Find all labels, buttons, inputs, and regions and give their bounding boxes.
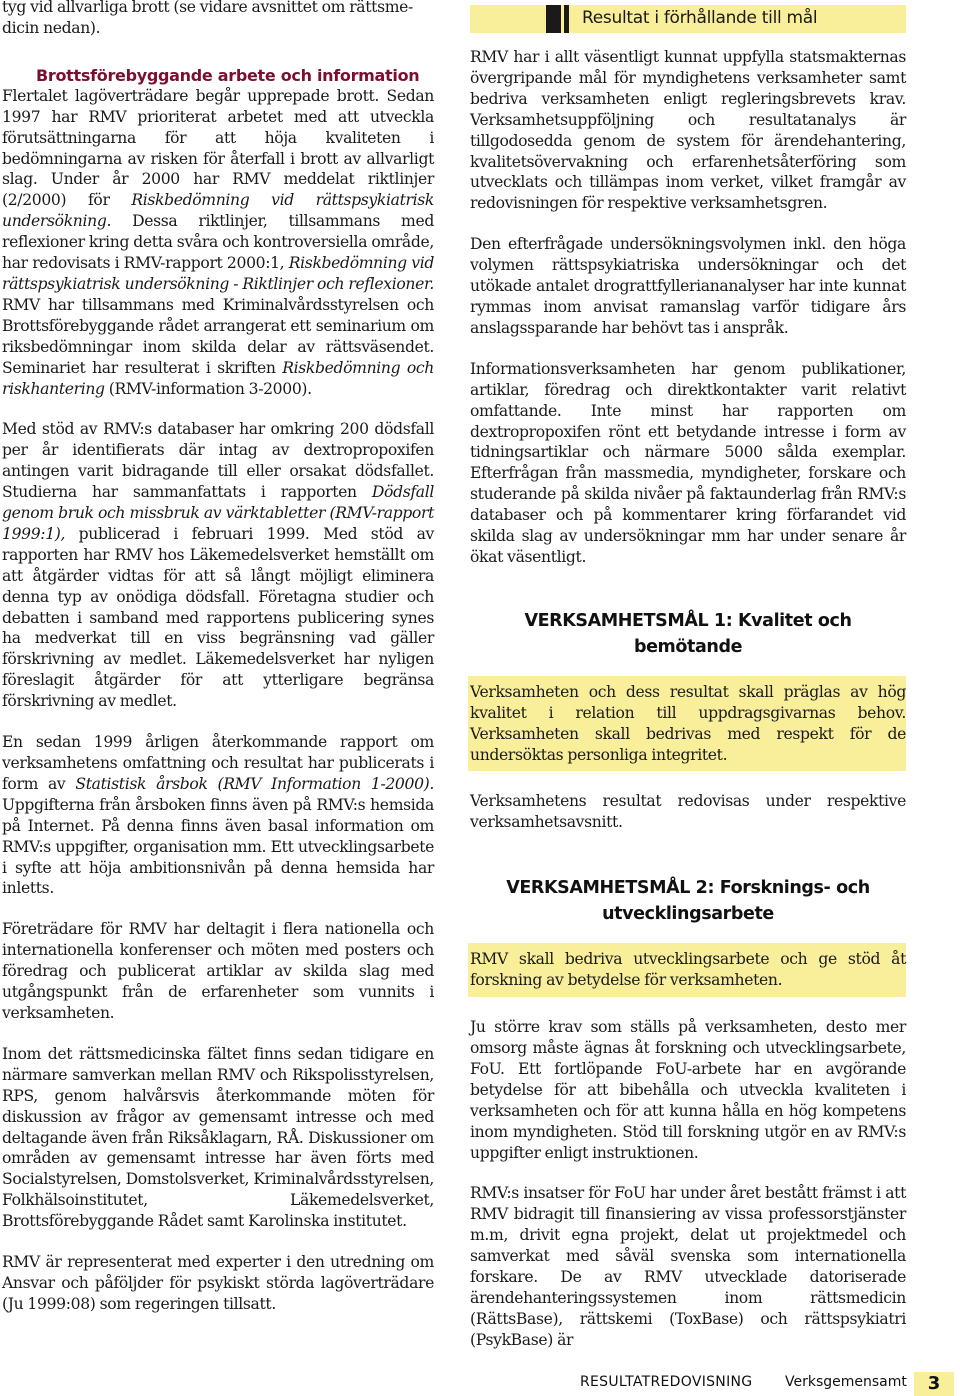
- footer-section: RESULTATREDOVISNING: [580, 1374, 753, 1390]
- right-paragraph-4: Ju större krav som ställs på verksamheten, desto mer omsorg måste ägnas åt forskning och utvecklingsarbete, FoU. Ett fortlöpande FoU-arbete har en avgörande betydelse för att bibehålla och utveckla kvaliteten i verksamheten och för att kunna hålla en hög kompetens inom myndigheten. Stöd till forskning utgör en av RMV:s uppgifter enligt instruktionen.: [470, 1018, 906, 1162]
- paragraph-5: Inom det rättsmedicinska fältet finns sedan tidigare en närmare samverkan mellan RMV och Rikspolisstyrelsen, RPS, genom halvårsvis återkommande möten för diskussion av frågor av gemensamt intresse och med deltagande även från Riksåklagarn, RÅ. Diskussioner om områden av gemensamt intresse har även förts med Socialstyrelsen, Domstolsverket, Kriminalvårdsstyrelsen, Folkhälsoinstitutet, Läkemedelsverket, Brottsförebyggande Rådet samt Karolinska institutet.: [2, 1044, 434, 1231]
- right-paragraph-2: Den efterfrågade undersökningsvolymen inkl. den höga volymen rättspsykiatriska undersökningar och det utökade antalet drograttfylleriananalyser har inte kunnat rymmas inom anvisat ramanslag varför tidigare års anslagssparande har behövt tas i anspråk.: [470, 235, 906, 337]
- section-band: [470, 5, 906, 33]
- goal-1-note: Verksamhetens resultat redovisas under respektive verksamhetsavsnitt.: [470, 792, 906, 832]
- goal-1-box: [468, 676, 906, 772]
- intro-line-1: tyg vid allvarliga brott (se vidare avsnittet om rättsme-: [2, 0, 413, 16]
- goal-2-text: RMV skall bedriva utvecklingsarbete och ge stöd åt forskning av betydelse för verksamheten.: [470, 950, 906, 990]
- right-paragraph-3: Informationsverksamheten har genom publikationer, artiklar, föredrag och direktkontakter varit relativt omfattande. Inte minst har rapporten om dextropropoxifen rönt ett betydande intresse i form av tidningsartiklar och närmare 5000 sålda exemplar. Efterfrågan från massmedia, myndigheter, forskare och studerande på skilda nivåer på faktaunderlag från RMV:s databaser och på kommentarer kring förfarandet vid skilda slag av undersökningar mm har under senare år ökat väsentligt.: [470, 359, 906, 566]
- band-label: Resultat i förhållande till mål: [582, 8, 818, 28]
- goal-2-title-line-1: VERKSAMHETSMÅL 2: Forsknings- och: [506, 878, 870, 899]
- band-marker-icon: [546, 5, 561, 33]
- intro-line: [2, 0, 434, 39]
- paragraph-1: Flertalet lagöverträdare begår upprepade brott. Sedan 1997 har RMV prioriterat arbetet med att utveckla förutsättningarna för att höja kvaliteten i bedömningarna av risken för återfall i brott av allvarligt slag. Under år 2000 har RMV meddelat riktlinjer (2/2000) för Riskbedömning vid rättspsykiatrisk undersökning. Dessa riktlinjer, tillsammans med reflexioner kring detta svåra och kontroversiella område, har redovisats i RMV-rapport 2000:1, Riskbedömning vid rättspsykiatrisk undersökning - Riktlinjer och reflexioner. RMV har tillsammans med Kriminalvårdsstyrelsen och Brottsförebyggande rådet arrangerat ett seminarium om riksbedömningar inom skilda delar av rättsväsendet. Seminariet har resulterat i skriften Riskbedömning och riskhantering (RMV-information 3-2000).: [2, 86, 435, 398]
- goal-2-box: [468, 943, 906, 997]
- page-number: 3: [914, 1372, 954, 1396]
- goal-2-title: [470, 875, 906, 927]
- paragraph-4: Företrädare för RMV har deltagit i flera nationella och internationella konferenser och möten med posters och föredrag och publicerat artiklar av skilda slag med utgångspunkt från de erfarenheter som vunnits i verksamheten.: [2, 920, 434, 1022]
- paragraph-6: RMV är representerat med experter i den utredning om Ansvar och påföljder för psykiskt störda lagöverträdare (Ju 1999:08) som regeringen tillsatt.: [2, 1253, 434, 1313]
- page-footer: [580, 1372, 960, 1396]
- right-paragraph-1: RMV har i allt väsentligt kunnat uppfylla statsmakternas övergripande mål för myndighetens verksamheter samt bedriva verksamheten enligt regleringsbrevets krav. Verksamhetsuppföljning och resultatanalys är tillgodosedda genom de system för ärendehantering, kvalitetsövervakning och erfarenhetsåterföring som utvecklats och tillämpas inom verket, vilket framgår av redovisningen för respektive verksamhetsgren.: [470, 48, 906, 213]
- left-column: [2, 0, 434, 1315]
- intro-line-2: dicin nedan).: [2, 18, 101, 37]
- paragraph-2: Med stöd av RMV:s databaser har omkring 200 dödsfall per år identifierats där intag av dextropropoxifen antingen varit bidragande till eller orsakat dödsfallet. Studierna har sammanfattats i rapporten Dödsfall genom bruk och missbruk av värktabletter (RMV-rapport 1999:1), publicerad i februari 1999. Med stöd av rapporten har RMV hos Läkemedelsverket hemställt om att åtgärder vidtas för att så långt möjligt eliminera denna typ av onödiga dödsfall. Företagna studier och debatten i samband med rapportens publicering synes ha medverkat till en viss begränsning vad gäller förskrivning av medlet. Läkemedelsverket har nyligen föreslagit åtgärder för att ytterligare begränsa förskrivning av medlet.: [2, 420, 434, 711]
- band-marker-thin-icon: [564, 5, 569, 33]
- goal-1-title: VERKSAMHETSMÅL 1: Kvalitet och bemötande: [524, 610, 852, 657]
- right-column: [470, 0, 906, 1351]
- section-heading: Brottsförebyggande arbete och information: [36, 65, 420, 85]
- footer-chapter: Verksgemensamt: [785, 1374, 907, 1390]
- goal-2-title-line-2: utvecklingsarbete: [602, 904, 774, 925]
- right-paragraph-5: RMV:s insatser för FoU har under året bestått främst i att RMV bidragit till finansiering av vissa professorstjänster m.m, drivit egna projekt, delat ut projektmedel och samverkat med såväl svenska som internationella forskare. De av RMV utvecklade datoriserade ärendehanteringssystemen inom rättsmedicin (RättsBase), rättskemi (ToxBase) och rättspsykiatri (PsykBase) är: [470, 1184, 906, 1349]
- goal-1-text: Verksamheten och dess resultat skall präglas av hög kvalitet i relation till uppdragsgivarnas behov. Verksamheten skall bedrivas med respekt för de undersöktas personliga integritet.: [470, 682, 906, 764]
- paragraph-3: En sedan 1999 årligen återkommande rapport om verksamhetens omfattning och resultat har publicerats i form av Statistisk årsbok (RMV Information 1-2000). Uppgifterna från årsboken finns även på RMV:s hemsida på Internet. På denna finns även basal information om RMV:s uppgifter, organisation mm. Ett utvecklingsarbete i syfte att höja ambitionsnivån på denna hemsida har inletts.: [2, 733, 434, 898]
